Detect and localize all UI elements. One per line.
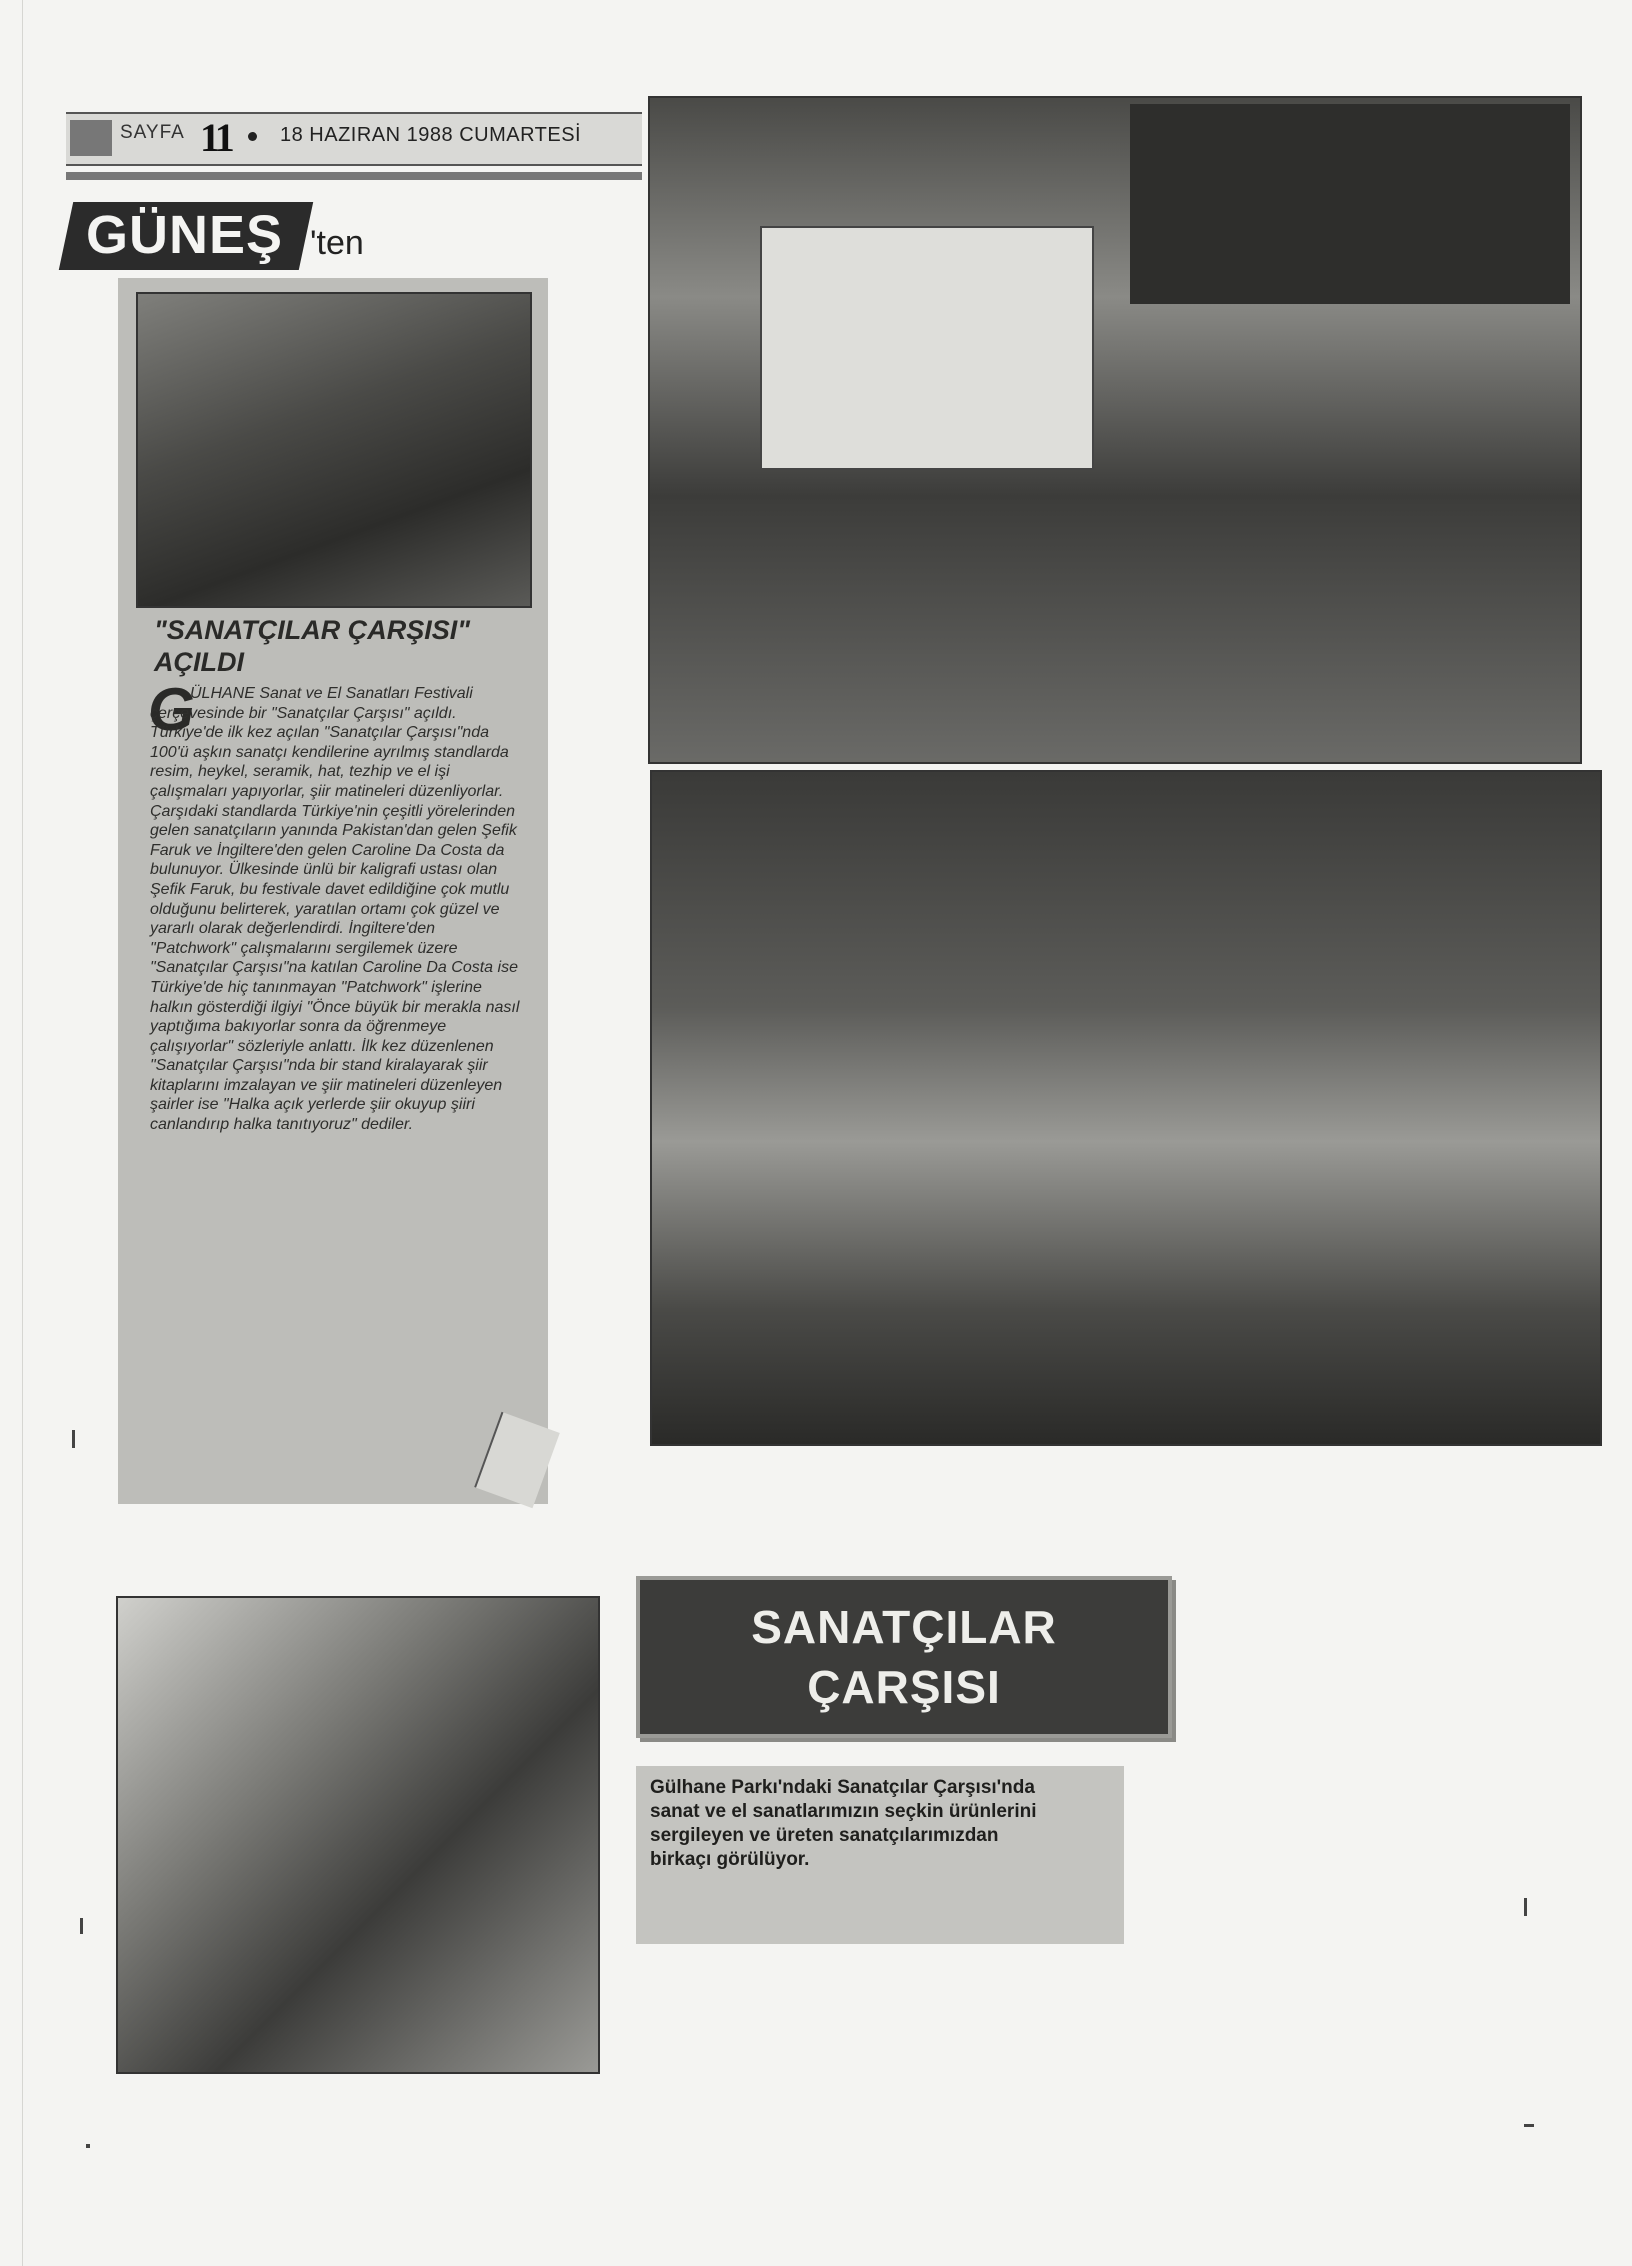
article-body: ÜLHANE Sanat ve El Sanatları Festivali çerçevesinde bir "Sanatçılar Çarşısı" açıldı. Türkiye'de ilk kez açılan "Sanatçılar Çarşısı"nda 100'ü aşkın sanatçı kendilerine ayrılmış standlarda resim, heykel, seramik, hat, tezhip ve el işi çalışmaları yapıyorlar, şiir matineleri düzenliyorlar. Çarşıdaki standlarda Türkiye'nin çeşitli yörelerinden gelen sanatçıların yanında Pakistan'dan gelen Şefik Faruk ve İngiltere'den gelen Caroline Da Costa da bulunuyor. Ülkesinde ünlü bir kaligrafi ustası olan Şefik Faruk, bu festivale davet edildiğine çok mutlu olduğunu belirterek, yaratılan ortamı çok güzel ve yararlı olarak değerlendirdi. İngiltere'den "Patchwork" çalışmalarını sergilemek üzere "Sanatçılar Çarşısı"na katılan Caroline Da Costa ise Türkiye'de hiç tanınmayan "Patchwork" işlerine halkın gösterdiği ilgiyi "Önce büyük bir merakla nasıl yaptığıma bakıyorlar sonra da öğrenmeye çalışıyorlar" sözleriyle anlattı. İlk kez düzenlenen "Sanatçılar Çarşısı"nda bir stand kiralayarak şiir kitaplarını imzalayan ve şiir matineleri düzenleyen şairler ise "Halka açık yerlerde şiir okuyup şiiri canlandırıp halka tanıtıyoruz" dediler. bbox=[150, 685, 520, 1134]
clipping-title-box bbox=[636, 1576, 1172, 1738]
artist-portrait-photo bbox=[116, 1596, 600, 2074]
masthead-square bbox=[70, 120, 112, 156]
newspaper-name: GÜNEŞ bbox=[86, 205, 284, 265]
newspaper-suffix: 'ten bbox=[310, 224, 364, 262]
clipping-title-line2: ÇARŞISI bbox=[807, 1661, 1001, 1713]
margin-mark bbox=[1524, 2124, 1534, 2127]
page-word: SAYFA bbox=[120, 122, 185, 143]
bullet-dot bbox=[248, 132, 257, 141]
article-headline: "SANATÇILAR ÇARŞISI" AÇILDI bbox=[154, 615, 471, 677]
margin-mark bbox=[1524, 1898, 1527, 1916]
masthead-rule bbox=[66, 172, 642, 180]
margin-mark bbox=[72, 1430, 75, 1448]
canopy-shape bbox=[1130, 104, 1570, 304]
margin-mark bbox=[86, 2144, 90, 2148]
article-photo bbox=[136, 292, 532, 608]
margin-mark bbox=[80, 1918, 83, 1934]
page-number: 11 bbox=[200, 115, 232, 160]
photo-caption: Gülhane Parkı'ndaki Sanatçılar Çarşısı'nda sanat ve el sanatlarımızın seçkin ürünlerini sergileyen ve üreten sanatçılarımızdan birkaçı görülüyor. bbox=[650, 1777, 1037, 1870]
sheet-edge bbox=[22, 0, 23, 2266]
issue-date: 18 HAZIRAN 1988 CUMARTESİ bbox=[280, 124, 582, 146]
tent-shape bbox=[760, 226, 1094, 470]
park-crowd-photo bbox=[650, 770, 1602, 1446]
clipping-title-line1: SANATÇILAR bbox=[751, 1601, 1057, 1653]
drop-cap: G bbox=[148, 676, 195, 743]
